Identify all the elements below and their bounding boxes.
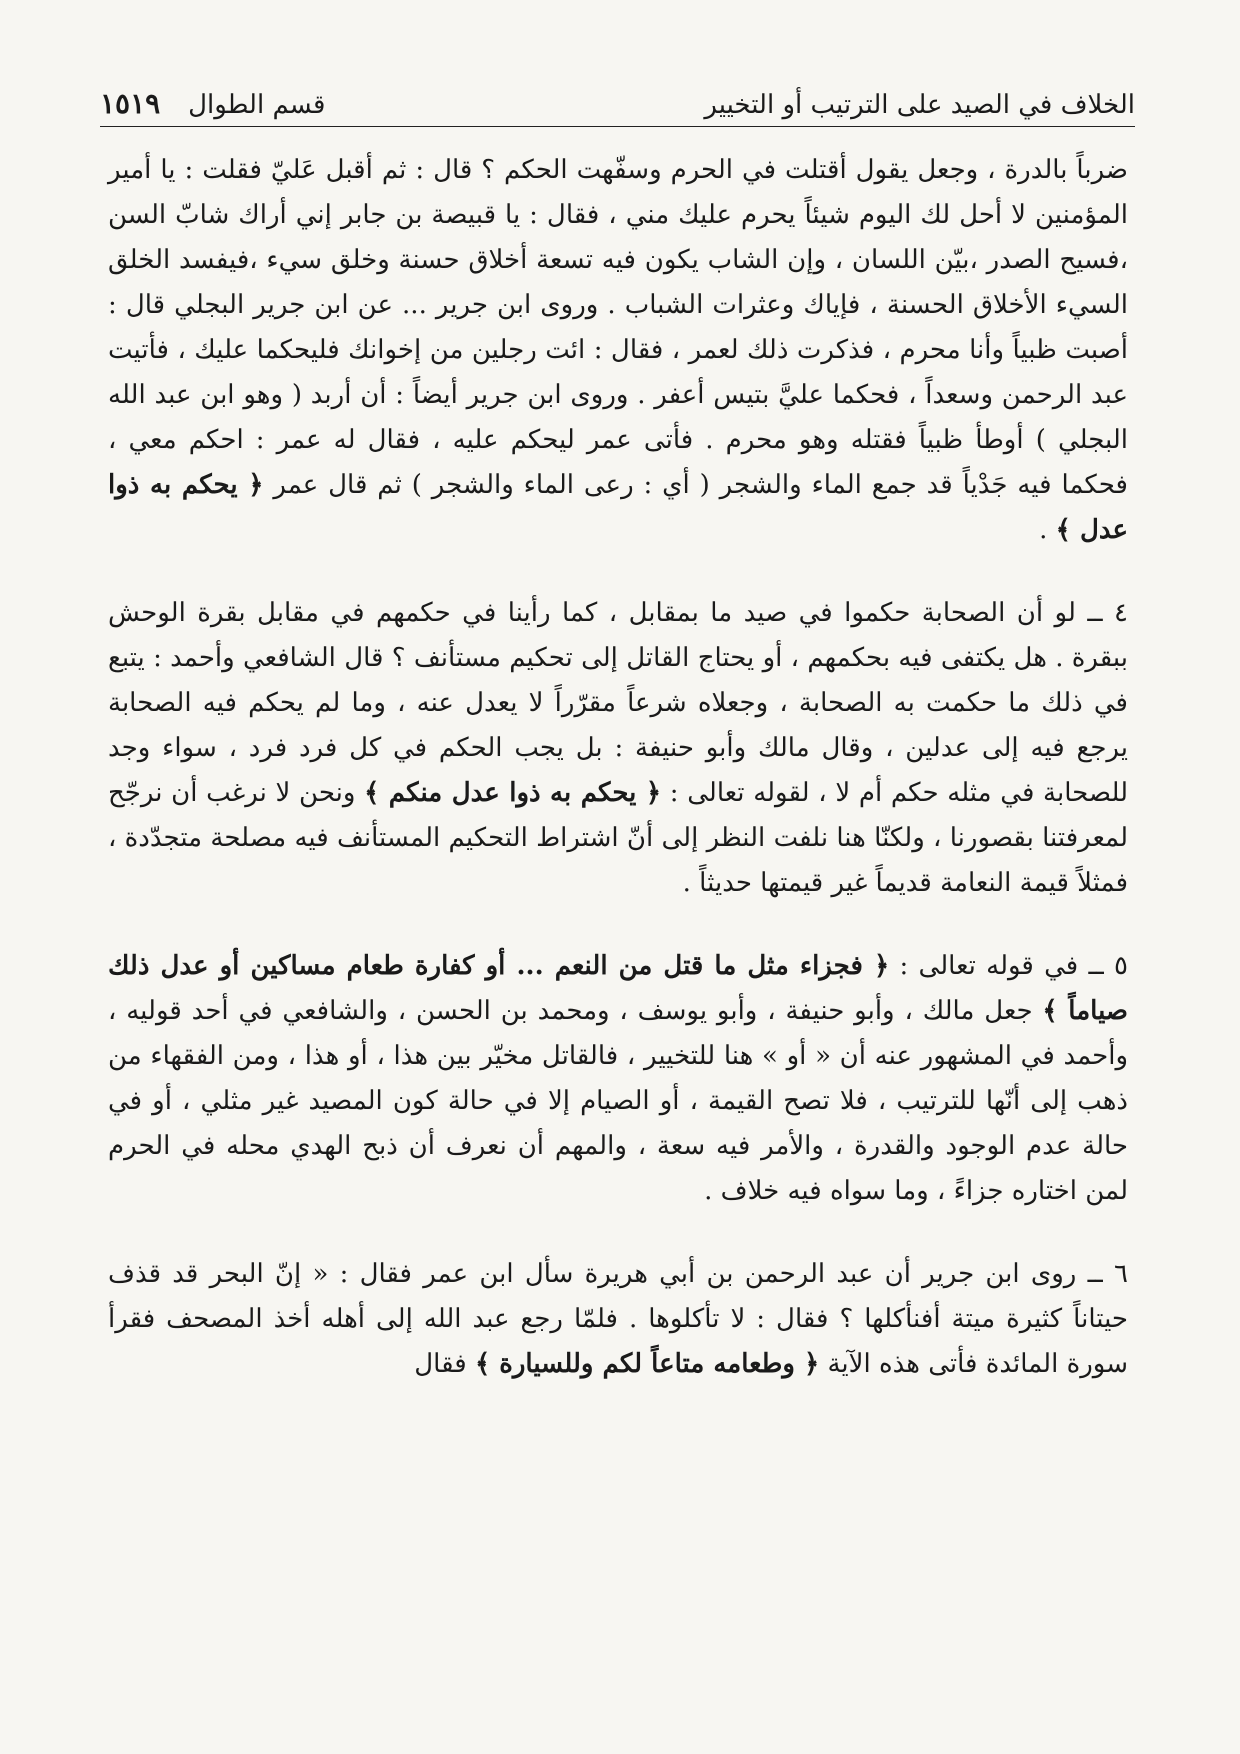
paragraph-4-text: ٤ ــ لو أن الصحابة حكموا في صيد ما بمقابل ، كما رأينا في حكمهم في مقابل بقرة الوحش ببقرة . هل يكتفى فيه بحكمهم ، أو يحتاج القاتل إلى تحكيم مستأنف ؟ قال الشافعي وأحمد : يتبع في ذلك ما حكمت به الصحابة ، وجعلاه شرعاً مقرّراً لا يعدل عنه ، وما لم يحكم فيه الصحابة يرجع فيه إلى عدلين ، وقال مالك وأبو حنيفة : بل يجب الحكم في كل فرد فرد ، سواء وجد للصحابة في مثله حكم أم لا ، لقوله تعالى : [108, 598, 1129, 808]
paragraph-6-text: ٦ ــ روى ابن جرير أن عبد الرحمن بن أبي هريرة سأل ابن عمر فقال : « إنّ البحر قد قذف حيتاناً كثيرة ميتة أفنأكلها ؟ فقال : لا تأكلوها . فلمّا رجع عبد الله إلى أهله أخذ المصحف فقرأ سورة المائدة فأتى هذه الآية [108, 1259, 1128, 1379]
running-title: الخلاف في الصيد على الترتيب أو التخيير [704, 90, 1135, 120]
paragraph-1 [108, 148, 1128, 553]
paragraph-1-text: ضرباً بالدرة ، وجعل يقول أقتلت في الحرم وسفّهت الحكم ؟ قال : ثم أقبل عَليّ فقلت : يا أمير المؤمنين لا أحل لك اليوم شيئاً يحرم عليك مني ، فقال : يا قبيصة بن جابر إني أراك شابّ السن ،فسيح الصدر ،بيّن اللسان ، وإن الشاب يكون فيه تسعة أخلاق حسنة وخلق سيء ،فيفسد الخلق السيء الأخلاق الحسنة ، فإياك وعثرات الشباب . وروى ابن جرير ... عن ابن جرير البجلي قال : أصبت ظبياً وأنا محرم ، فذكرت ذلك لعمر ، فقال : ائت رجلين من إخوانك فليحكما عليك ، فأتيت عبد الرحمن وسعداً ، فحكما عليَّ بتيس أعفر . وروى ابن جرير أيضاً : أن أربد ( وهو ابن عبد الله البجلي ) أوطأ ظبياً فقتله وهو محرم . فأتى عمر ليحكم عليه ، فقال له عمر : احكم معي ، فحكما فيه جَدْياً قد جمع الماء والشجر ( أي : رعى الماء والشجر ) ثم قال عمر [108, 155, 1128, 500]
quran-quote: ﴿ وطعامه متاعاً لكم وللسيارة ﴾ [474, 1349, 820, 1379]
page-header [100, 70, 1135, 127]
page-body [108, 148, 1128, 1387]
header-left-group [100, 87, 325, 120]
paragraph-5-text: ٥ ــ في قوله تعالى : [889, 951, 1129, 981]
quran-quote: ﴿ فجزاء مثل ما قتل من النعم ... أو كفارة طعام مساكين أو عدل ذلك صياماً ﴾ [108, 951, 1128, 1026]
quran-quote: ﴿ يحكم به ذوا عدل منكم ﴾ [364, 778, 662, 808]
section-name: قسم الطوال [188, 90, 326, 120]
paragraph-4 [108, 591, 1128, 906]
paragraph-5 [108, 944, 1128, 1214]
quran-quote: ﴿ يحكم به ذوا عدل ﴾ [108, 470, 1128, 545]
paragraph-6-end: فقال [414, 1349, 475, 1379]
page-number: ١٥١٩ [100, 87, 161, 120]
paragraph-1-end: . [1039, 515, 1056, 545]
paragraph-4-end: ونحن لا نرغب أن نرجّح لمعرفتنا بقصورنا ، ولكنّا هنا نلفت النظر إلى أنّ اشتراط التحكيم المستأنف فيه مصلحة متجدّدة ، فمثلاً قيمة النعامة قديماً غير قيمتها حديثاً . [108, 778, 1128, 898]
paragraph-6 [108, 1252, 1128, 1387]
paragraph-5-end: جعل مالك ، وأبو حنيفة ، وأبو يوسف ، ومحمد بن الحسن ، والشافعي في أحد قوليه ، وأحمد في المشهور عنه أن « أو » هنا للتخيير ، فالقاتل مخيّر بين هذا ، أو هذا ، ومن الفقهاء من ذهب إلى أنّها للترتيب ، فلا تصح القيمة ، أو الصيام إلا في حالة كون المصيد غير مثلي ، أو في حالة عدم الوجود والقدرة ، والأمر فيه سعة ، والمهم أن نعرف أن ذبح الهدي محله في الحرم لمن اختاره جزاءً ، وما سواه فيه خلاف . [108, 996, 1129, 1206]
